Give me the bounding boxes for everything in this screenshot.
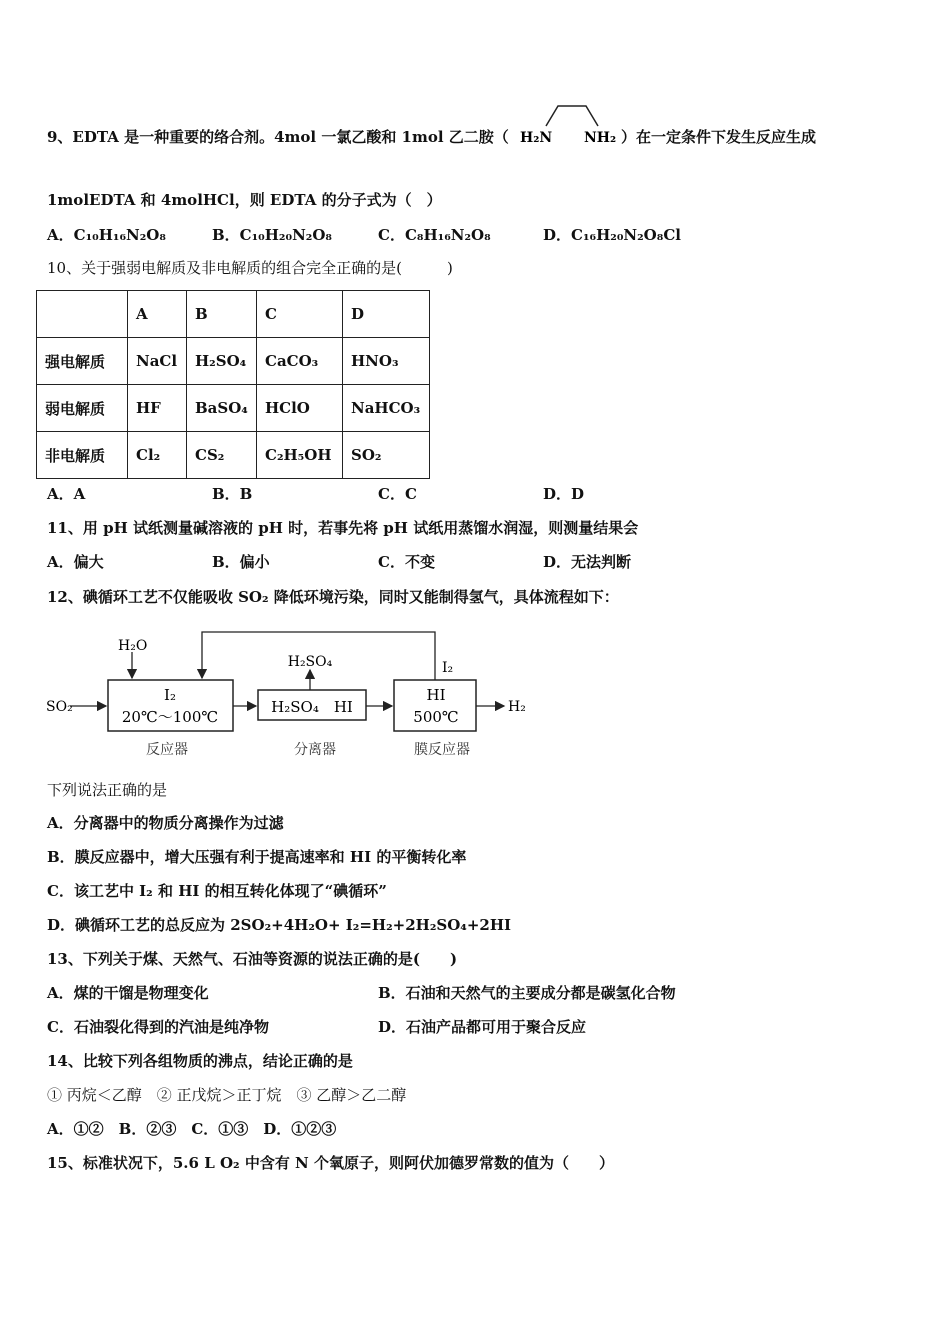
q15-stem: 15、标准状况下，5.6 L O₂ 中含有 N 个氧原子，则阿伏加德罗常数的值为（ ） <box>47 1154 614 1172</box>
q12-sub-stem: 下列说法正确的是 <box>47 781 168 799</box>
table-cell: 非电解质 <box>37 432 128 479</box>
reactor-name: 反应器 <box>146 742 188 758</box>
q10-stem: 10、关于强弱电解质及非电解质的组合完全正确的是( ) <box>47 259 453 277</box>
iodine-cycle-flowchart <box>40 624 540 764</box>
q9-option-a: A．C₁₀H₁₆N₂O₈ <box>47 226 166 244</box>
q12-option-b: B．膜反应器中，增大压强有利于提高速率和 HI 的平衡转化率 <box>47 848 467 866</box>
q10-option-d: D．D <box>543 485 585 503</box>
h2-label: H₂ <box>508 699 526 715</box>
table-cell: C₂H₅OH <box>257 432 343 479</box>
q12-stem: 12、碘循环工艺不仅能吸收 SO₂ 降低环境污染，同时又能制得氢气，具体流程如下： <box>47 588 619 606</box>
table-cell: 弱电解质 <box>37 385 128 432</box>
membrane-name: 膜反应器 <box>414 742 470 758</box>
q13-option-d: D．石油产品都可用于聚合反应 <box>378 1018 587 1036</box>
i2-recycle-label: I₂ <box>442 660 454 676</box>
q9-option-b: B．C₁₀H₂₀N₂O₈ <box>212 226 332 244</box>
table-cell: SO₂ <box>343 432 430 479</box>
separator-line1: H₂SO₄ HI <box>271 698 353 716</box>
table-row <box>37 338 430 385</box>
table-cell: CS₂ <box>187 432 257 479</box>
table-cell: Cl₂ <box>128 432 187 479</box>
q9-stem-part1: 9、EDTA 是一种重要的络合剂。4mol 一氯乙酸和 1mol 乙二胺（ <box>47 128 509 146</box>
q13-option-c: C．石油裂化得到的汽油是纯净物 <box>47 1018 269 1036</box>
table-cell <box>37 291 128 338</box>
q11-option-a: A．偏大 <box>47 553 104 571</box>
q9-stem-part2: ）在一定条件下发生反应生成 <box>621 128 817 146</box>
q10-option-a: A．A <box>47 485 86 503</box>
table-cell: HF <box>128 385 187 432</box>
q12-option-c: C．该工艺中 I₂ 和 HI 的相互转化体现了“碘循环” <box>47 882 387 900</box>
struct-left-label: H₂N <box>520 130 553 146</box>
q9-stem-line2: 1molEDTA 和 4molHCl，则 EDTA 的分子式为（ ） <box>47 191 442 209</box>
q10-option-b: B．B <box>212 485 253 503</box>
q9-option-c: C．C₈H₁₆N₂O₈ <box>378 226 491 244</box>
q11-option-c: C．不变 <box>378 553 435 571</box>
table-cell: CaCO₃ <box>257 338 343 385</box>
reactor-line2: 20℃～100℃ <box>121 708 219 726</box>
table-row <box>37 432 430 479</box>
q12-option-a: A．分离器中的物质分离操作为过滤 <box>47 814 284 832</box>
ethylenediamine-structure <box>516 102 626 148</box>
q14-stem: 14、比较下列各组物质的沸点，结论正确的是 <box>47 1052 353 1070</box>
q11-option-b: B．偏小 <box>212 553 270 571</box>
table-cell: A <box>128 291 187 338</box>
q10-option-c: C．C <box>378 485 417 503</box>
separator-name: 分离器 <box>294 742 336 758</box>
table-cell: C <box>257 291 343 338</box>
table-cell: D <box>343 291 430 338</box>
table-cell: HNO₃ <box>343 338 430 385</box>
q13-option-b: B．石油和天然气的主要成分都是碳氢化合物 <box>378 984 676 1002</box>
table-row <box>37 385 430 432</box>
table-cell: NaCl <box>128 338 187 385</box>
table-cell: NaHCO₃ <box>343 385 430 432</box>
h2o-label: H₂O <box>118 638 148 654</box>
table-cell: BaSO₄ <box>187 385 257 432</box>
reactor-line1: I₂ <box>164 686 176 704</box>
q13-option-a: A．煤的干馏是物理变化 <box>47 984 209 1002</box>
q11-stem: 11、用 pH 试纸测量碱溶液的 pH 时，若事先将 pH 试纸用蒸馏水润湿，则测量结果会 <box>47 519 639 537</box>
q14-options: A．①② B．②③ C．①③ D．①②③ <box>47 1120 337 1138</box>
struct-right-label: NH₂ <box>584 130 617 146</box>
q12-option-d: D．碘循环工艺的总反应为 2SO₂+4H₂O+ I₂=H₂+2H₂SO₄+2HI <box>47 916 512 934</box>
h2so4-out-label: H₂SO₄ <box>287 654 333 670</box>
q11-option-d: D．无法判断 <box>543 553 632 571</box>
table-cell: B <box>187 291 257 338</box>
table-cell: H₂SO₄ <box>187 338 257 385</box>
membrane-line1: HI <box>426 686 446 704</box>
q14-items: ① 丙烷＜乙醇 ② 正戊烷＞正丁烷 ③ 乙醇＞乙二醇 <box>47 1086 407 1104</box>
membrane-line2: 500℃ <box>413 708 459 726</box>
table-cell: HClO <box>257 385 343 432</box>
table-cell: 强电解质 <box>37 338 128 385</box>
q9-option-d: D．C₁₆H₂₀N₂O₈Cl <box>543 226 681 244</box>
electrolyte-table <box>36 290 430 479</box>
q13-stem: 13、下列关于煤、天然气、石油等资源的说法正确的是( ) <box>47 950 458 968</box>
table-header-row <box>37 291 430 338</box>
so2-label: SO₂ <box>46 699 73 715</box>
